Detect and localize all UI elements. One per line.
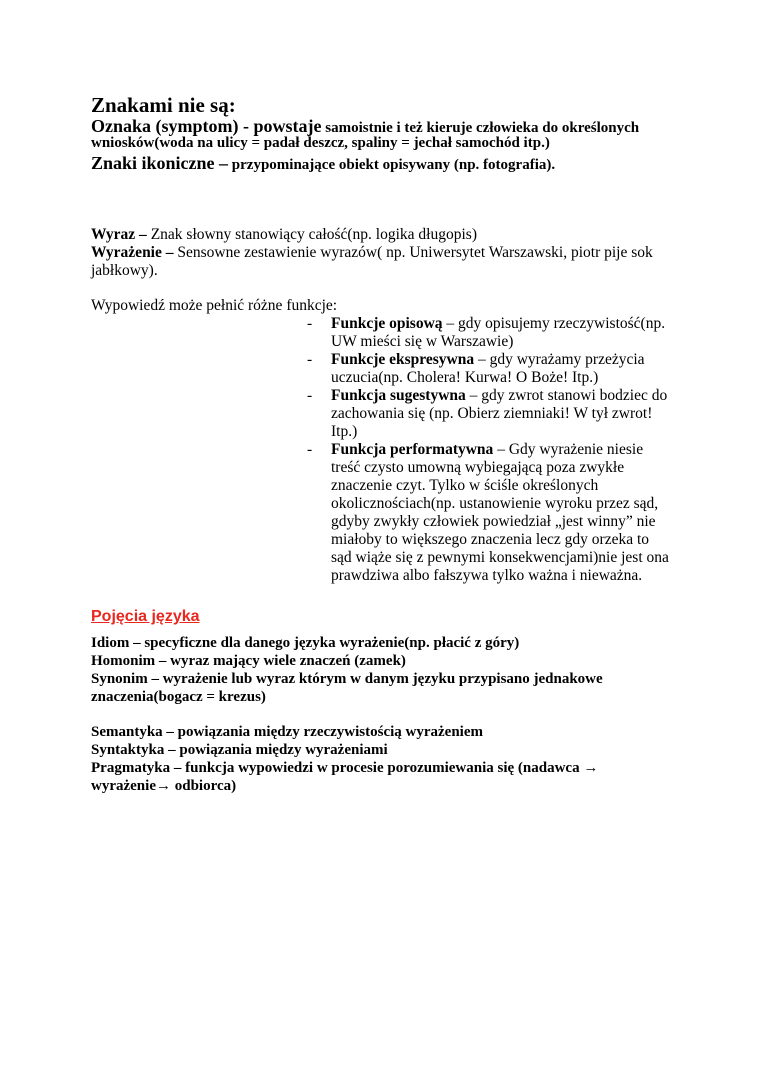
wyrazenie-text: Sensowne zestawienie wyrazów( np. Uniwersytet Warszawski, piotr pije sok [173,244,653,261]
ikoniczne-term: Znaki ikoniczne – [91,153,229,173]
idiom-line: Idiom – specyficzne dla danego języka wyrażenie(np. płacić z góry) [91,635,520,651]
synonim-line-2: znaczenia(bogacz = krezus) [91,689,266,705]
function-term: Funkcja sugestywna [331,387,466,404]
wyraz-term: Wyraz – [91,226,147,243]
list-dash: - [307,315,313,332]
pragmatyka-line-2: wyrażenie→ odbiorca) [91,778,237,794]
function-text: – gdy wyrażamy przeżycia uczucia(np. Cholera! Kurwa! O Boże! Itp.) [331,351,645,386]
list-dash: - [307,387,313,404]
section-heading: Znakami nie są: [91,93,236,117]
list-dash: - [307,351,313,368]
function-text: – gdy zwrot stanowi bodziec do zachowania się (np. Obierz ziemniaki! W tył zwrot! Itp.) [331,387,668,440]
list-item [307,315,687,351]
ikoniczne-line [91,153,555,174]
list-item [307,387,687,441]
syntaktyka-line: Syntaktyka – powiązania między wyrażeniami [91,742,388,758]
wyrazenie-term: Wyrażenie – [91,244,174,261]
list-item [307,351,687,387]
pragmatyka-line: Pragmatyka – funkcja wypowiedzi w procesie porozumiewania się (nadawca → [91,760,599,776]
wyrazenie-definition-2: jabłkowy). [91,262,158,279]
oznaka-line [91,116,639,137]
list-dash: - [307,441,313,458]
list-item [307,441,687,585]
function-term: Funkcja performatywna [331,441,494,458]
homonim-line: Homonim – wyraz mający wiele znaczeń (zamek) [91,653,406,669]
function-text: – gdy opisujemy rzeczywistość(np. UW mieści się w Warszawie) [331,315,666,350]
oznaka-term: Oznaka (symptom) - powstaje [91,116,322,136]
synonim-line: Synonim – wyrażenie lub wyraz którym w danym języku przypisano jednakowe [91,671,603,687]
function-term: Funkcje opisową [331,315,443,332]
oznaka-line-2: wniosków(woda na ulicy = padał deszcz, spaliny = jechał samochód itp.) [91,135,550,151]
wyraz-definition [91,226,477,244]
wyraz-text: Znak słowny stanowiący całość(np. logika długopis) [146,226,477,243]
functions-list [307,315,687,585]
function-term: Funkcje ekspresywna [331,351,475,368]
oznaka-text: samoistnie i też kieruje człowieka do określonych [321,120,640,136]
semantyka-line: Semantyka – powiązania między rzeczywistością wyrażeniem [91,724,484,740]
function-text: – Gdy wyrażenie niesie treść czysto umowną wybiegającą poza zwykłe znaczenie czyt. Tylko w ściśle określonych okolicznościach(np. ustanowienie wyroku przez sąd, gdyby zwykły człowiek powiedział „jest winny” nie miałoby to większego znaczenia lecz gdy orzeka to sąd wiąże się z pewnymi konsekwencjami)nie jest ona prawdziwa albo fałszywa tylko ważna i nieważna. [331,441,669,584]
ikoniczne-text: przypominające obiekt opisywany (np. fotografia). [228,157,556,173]
wyrazenie-definition [91,244,653,262]
concepts-heading: Pojęcia języka [91,608,200,625]
wypowiedz-intro: Wypowiedź może pełnić różne funkcje: [91,297,338,314]
